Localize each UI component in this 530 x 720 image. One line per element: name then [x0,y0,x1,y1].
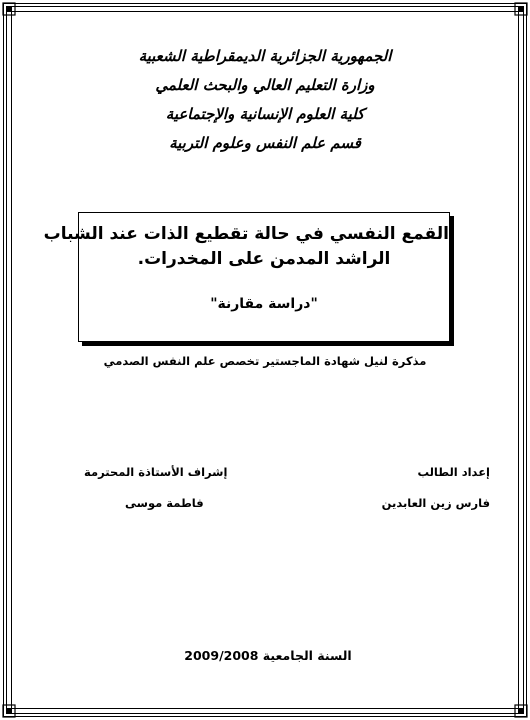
corner-ornament-icon [514,704,528,718]
institution-header [40,42,490,158]
academic-year [80,648,450,663]
supervisor-name: فاطمة موسى [125,496,204,510]
thesis-title-line-1: القمع النفسي في حالة تقطيع الذات عند الشباب [43,224,449,244]
thesis-subtitle: "دراسة مقارنة" [210,296,318,312]
supervisor-label: إشراف الأستاذة المحترمة [84,465,228,479]
thesis-title-box [43,212,450,342]
republic-name: الجمهورية الجزائرية الديمقراطية الشعبية [138,47,392,65]
student-name: فارس زين العابدين [381,496,490,510]
degree-statement: مذكرة لنيل شهادة الماجستير تخصص علم النفس الصدمي [103,354,427,368]
student-label: إعداد الطالب [417,465,490,479]
department-name: قسم علم النفس وعلوم التربية [169,134,361,152]
corner-ornament-icon [2,2,16,16]
ministry-name: وزارة التعليم العالي والبحث العلمي [155,76,375,94]
academic-year-label: السنة الجامعية [262,648,352,663]
academic-year-value: 2009/2008 [184,648,259,663]
thesis-title-line-2: الراشد المدمن على المخدرات. [137,249,391,269]
faculty-name: كلية العلوم الإنسانية والإجتماعية [165,105,365,123]
corner-ornament-icon [2,704,16,718]
corner-ornament-icon [514,2,528,16]
